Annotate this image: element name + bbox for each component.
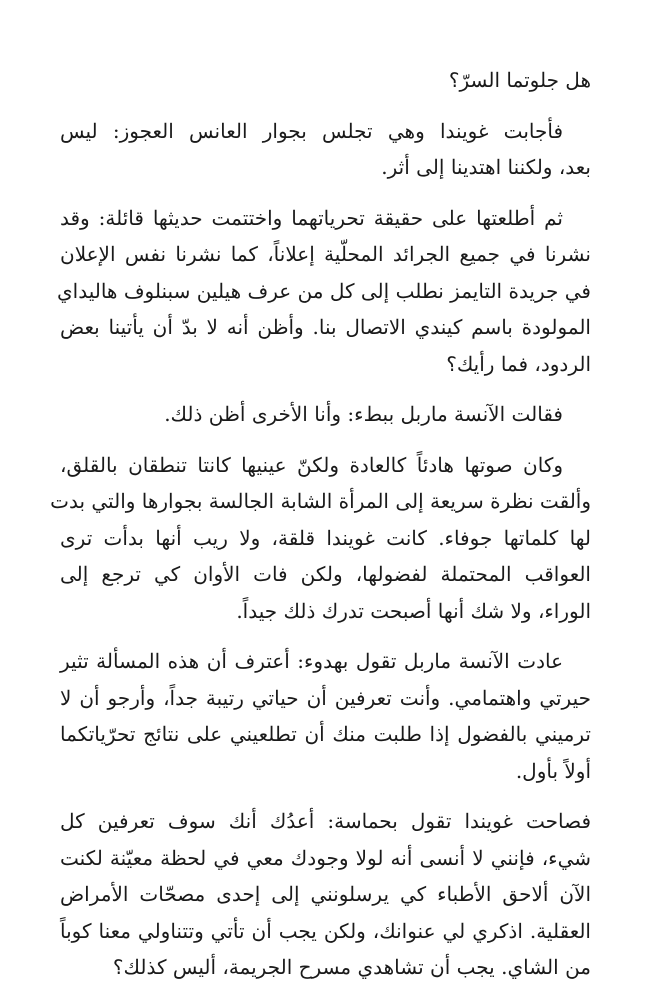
- text-line: بعد، ولكننا اهتدينا إلى أثر.: [381, 155, 591, 179]
- text-line: نشرنا في جميع الجرائد المحلّية إعلاناً، كما نشرنا نفس الإعلان: [60, 242, 591, 266]
- paragraph: [50, 447, 591, 630]
- paragraph: [60, 396, 591, 433]
- text-line: ثم أطلعتها على حقيقة تحرياتهما واختتمت حديثها قائلة: وقد: [60, 205, 563, 230]
- paragraph: [60, 803, 591, 986]
- text-line: العقلية. اذكري لي عنوانك، ولكن يجب أن تأتي وتتناولي معنا كوباً: [60, 918, 591, 943]
- text-line: عادت الآنسة ماربل تقول بهدوء: أعترف أن هذه المسألة تثير: [60, 649, 563, 673]
- text-line: الوراء، ولا شك أنها أصبحت تدرك ذلك جيداً.: [236, 598, 591, 623]
- text-line: فقالت الآنسة ماربل ببطء: وأنا الأخرى أظن ذلك.: [164, 402, 563, 426]
- text-line: وألقت نظرة سريعة إلى المرأة الشابة الجالسة بجوارها والتي بدت: [50, 489, 591, 513]
- text-line: فأجابت غويندا وهي تجلس بجوار العانس العجوز: ليس: [60, 118, 563, 143]
- text-line: أولاً بأول.: [515, 758, 591, 783]
- paragraph: [60, 62, 591, 99]
- paragraph: [60, 643, 591, 789]
- text-line: في جريدة التايمز نطلب إلى كل من عرف هيلين سبنلوف هاليداي: [56, 278, 591, 303]
- text-line: الردود، فما رأيك؟: [446, 351, 591, 376]
- text-line: وكان صوتها هادئاً كالعادة ولكنّ عينيها كانتا تنطقان بالقلق،: [60, 452, 563, 477]
- paragraph: [56, 200, 591, 383]
- text-line: الآن ألاحق الأطباء كي يرسلونني إلى إحدى مصحّات الأمراض: [60, 882, 591, 906]
- text-line: فصاحت غويندا تقول بحماسة: أعدُك أنك سوف تعرفين كل: [60, 809, 591, 833]
- text-line: هل جلوتما السرّ؟: [448, 68, 591, 92]
- text-line: المولودة باسم كيندي الاتصال بنا. وأظن أنه لا بدّ أن يأتينا بعض: [60, 315, 591, 339]
- text-line: العواقب المحتملة لفضولها، ولكن فات الأوان كي ترجع إلى: [60, 562, 591, 586]
- text-line: شيء، فإنني لا أنسى أنه لولا وجودك معي في لحظة معيّنة لكنت: [60, 845, 591, 870]
- text-line: من الشاي. يجب أن تشاهدي مسرح الجريمة، أليس كذلك؟: [112, 955, 591, 979]
- paragraph: [60, 113, 591, 186]
- text-line: لها كلماتها جوفاء. كانت غويندا قلقة، ولا ريب أنها بدأت ترى: [60, 525, 591, 550]
- text-line: حيرتي واهتمامي. وأنت تعرفين أن حياتي رتيبة جداً، وأرجو أن لا: [60, 685, 591, 710]
- text-line: ترميني بالفضول إذا طلبت منك أن تطلعيني على نتائج تحرّياتكما: [60, 722, 591, 746]
